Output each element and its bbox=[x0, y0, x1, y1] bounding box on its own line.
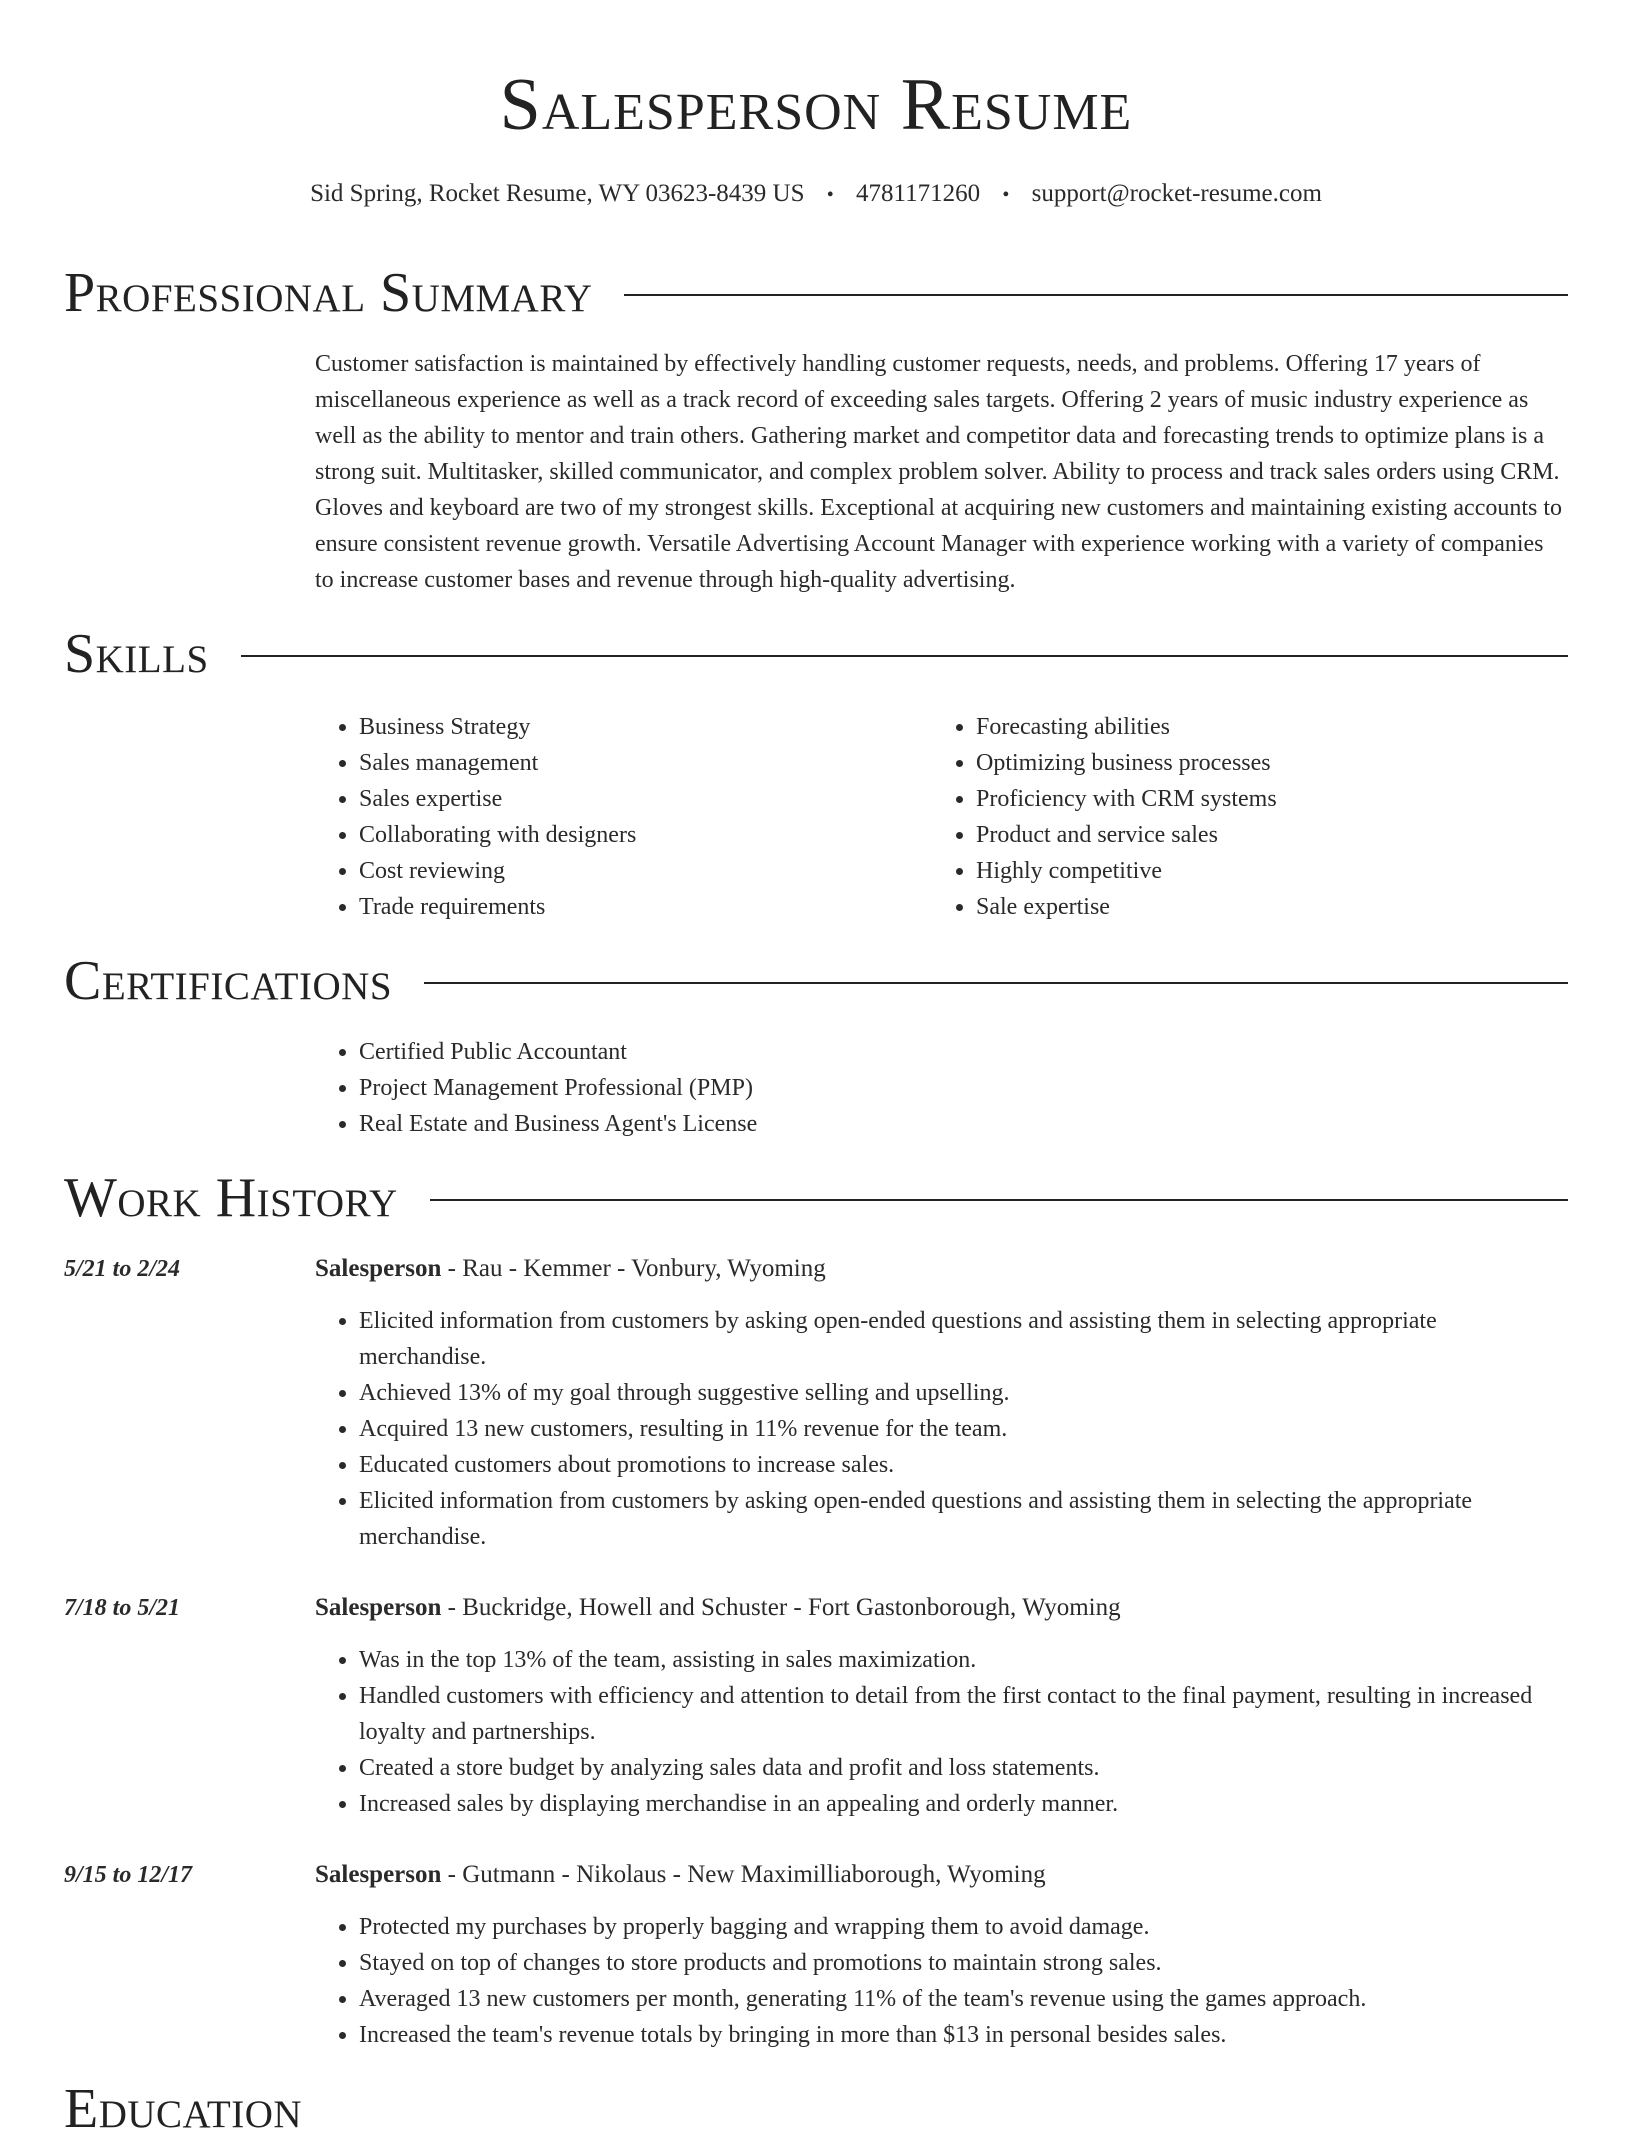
section-header bbox=[64, 622, 1568, 686]
skills-list bbox=[315, 709, 932, 925]
summary-section bbox=[64, 261, 1568, 598]
resume-title: Salesperson Resume bbox=[499, 64, 1133, 146]
contact-phone: 4781171260 bbox=[856, 180, 981, 207]
summary-text: Customer satisfaction is maintained by effectively handling customer requests, needs, and problems. Offering 17 years of miscellaneous experience as well as a track record of exceeding sales targets. Offering 2 years of music industry experience as well as the ability to mentor and train others. Gathering market and competitor data and forecasting trends to optimize plans is a strong suit. Multitasker, skilled communicator, and complex problem solver. Ability to process and track sales orders using CRM. Gloves and keyboard are two of my strongest skills. Exceptional at acquiring new customers and maintaining existing accounts to ensure consistent revenue growth. Versatile Advertising Account Manager with experience working with a variety of companies to increase customer bases and revenue through high-quality advertising. bbox=[315, 351, 1563, 594]
certifications-list bbox=[315, 1034, 1568, 1142]
job-role: Salesperson bbox=[315, 1594, 442, 1622]
skills-column-right bbox=[932, 709, 1549, 925]
section-divider bbox=[430, 1199, 1568, 1201]
job-company: - Gutmann - Nikolaus - New Maximilliaborough, Wyoming bbox=[441, 1861, 1046, 1889]
job-entry bbox=[64, 1251, 1568, 1555]
certifications-section bbox=[64, 949, 1568, 1142]
work-history-section bbox=[64, 1166, 1568, 2053]
job-bullets bbox=[315, 1909, 1568, 2053]
skill-item: • Product and service sales bbox=[976, 817, 1549, 853]
job-bullets bbox=[315, 1642, 1568, 1822]
skill-item: • Optimizing business processes bbox=[976, 745, 1549, 781]
job-bullet: • Handled customers with efficiency and attention to detail from the first contact to the final payment, resulting in increased loyalty and partnerships. bbox=[359, 1678, 1568, 1750]
skill-item: • Proficiency with CRM systems bbox=[976, 781, 1549, 817]
job-bullet: • Increased sales by displaying merchandise in an appealing and orderly manner. bbox=[359, 1786, 1568, 1822]
separator-bullet: • bbox=[826, 184, 834, 207]
skill-item: • Sales expertise bbox=[359, 781, 932, 817]
certifications-content bbox=[315, 1034, 1568, 1142]
section-divider bbox=[241, 655, 1568, 657]
job-title-line bbox=[315, 1590, 1568, 1626]
job-bullet: • Created a store budget by analyzing sales data and profit and loss statements. bbox=[359, 1750, 1568, 1786]
section-header bbox=[64, 2077, 1568, 2141]
job-dates: 9/15 to 12/17 bbox=[64, 1862, 193, 1889]
section-divider bbox=[424, 982, 1568, 984]
job-bullet: • Acquired 13 new customers, resulting in 11% revenue for the team. bbox=[359, 1411, 1568, 1447]
job-role: Salesperson bbox=[315, 1861, 442, 1889]
skill-item: • Forecasting abilities bbox=[976, 709, 1549, 745]
job-bullet: • Was in the top 13% of the team, assisting in sales maximization. bbox=[359, 1642, 1568, 1678]
resume-page bbox=[64, 0, 1568, 2141]
job-entry bbox=[64, 1590, 1568, 1822]
job-dates: 7/18 to 5/21 bbox=[64, 1595, 181, 1622]
skill-item: • Sales management bbox=[359, 745, 932, 781]
skill-item: • Cost reviewing bbox=[359, 853, 932, 889]
job-bullet: • Increased the team's revenue totals by bringing in more than $13 in personal besides sales. bbox=[359, 2017, 1568, 2053]
section-title: Certifications bbox=[64, 950, 393, 1013]
job-title-line bbox=[315, 1857, 1568, 1893]
job-bullet: • Averaged 13 new customers per month, generating 11% of the team's revenue using the games approach. bbox=[359, 1981, 1568, 2017]
skills-grid bbox=[315, 709, 1568, 925]
job-company: - Rau - Kemmer - Vonbury, Wyoming bbox=[441, 1255, 826, 1283]
section-header bbox=[64, 261, 1568, 325]
job-bullet: • Elicited information from customers by asking open-ended questions and assisting them in selecting appropriate merchandise. bbox=[359, 1303, 1568, 1375]
job-bullets bbox=[315, 1303, 1568, 1555]
contact-email: support@rocket-resume.com bbox=[1031, 180, 1322, 207]
job-bullet: • Educated customers about promotions to increase sales. bbox=[359, 1447, 1568, 1483]
job-bullet: • Stayed on top of changes to store products and promotions to maintain strong sales. bbox=[359, 1945, 1568, 1981]
job-bullet: • Protected my purchases by properly bagging and wrapping them to avoid damage. bbox=[359, 1909, 1568, 1945]
education-section bbox=[64, 2077, 1568, 2141]
skill-item: • Sale expertise bbox=[976, 889, 1549, 925]
certification-item: • Project Management Professional (PMP) bbox=[359, 1070, 1568, 1106]
job-role: Salesperson bbox=[315, 1255, 442, 1283]
skills-section bbox=[64, 622, 1568, 925]
section-header bbox=[64, 1166, 1568, 1230]
section-title: Skills bbox=[64, 623, 209, 686]
job-title-line bbox=[315, 1251, 1568, 1287]
skill-item: • Highly competitive bbox=[976, 853, 1549, 889]
separator-bullet: • bbox=[1002, 184, 1010, 207]
section-divider bbox=[624, 294, 1568, 296]
certification-item: • Real Estate and Business Agent's License bbox=[359, 1106, 1568, 1142]
contact-line bbox=[64, 178, 1568, 211]
skill-item: • Collaborating with designers bbox=[359, 817, 932, 853]
skill-item: • Trade requirements bbox=[359, 889, 932, 925]
skills-column-left bbox=[315, 709, 932, 925]
section-title: Education bbox=[64, 2078, 303, 2141]
job-dates: 5/21 to 2/24 bbox=[64, 1256, 181, 1283]
skill-item: • Business Strategy bbox=[359, 709, 932, 745]
section-title: Work History bbox=[64, 1167, 398, 1230]
contact-address: Sid Spring, Rocket Resume, WY 03623-8439 US bbox=[310, 180, 805, 207]
section-header bbox=[64, 949, 1568, 1013]
job-entry bbox=[64, 1857, 1568, 2053]
job-bullet: • Elicited information from customers by asking open-ended questions and assisting them in selecting the appropriate merchandise. bbox=[359, 1483, 1568, 1555]
certification-item: • Certified Public Accountant bbox=[359, 1034, 1568, 1070]
job-bullet: • Achieved 13% of my goal through suggestive selling and upselling. bbox=[359, 1375, 1568, 1411]
skills-list bbox=[932, 709, 1549, 925]
section-title: Professional Summary bbox=[64, 262, 593, 325]
job-company: - Buckridge, Howell and Schuster - Fort Gastonborough, Wyoming bbox=[441, 1594, 1121, 1622]
